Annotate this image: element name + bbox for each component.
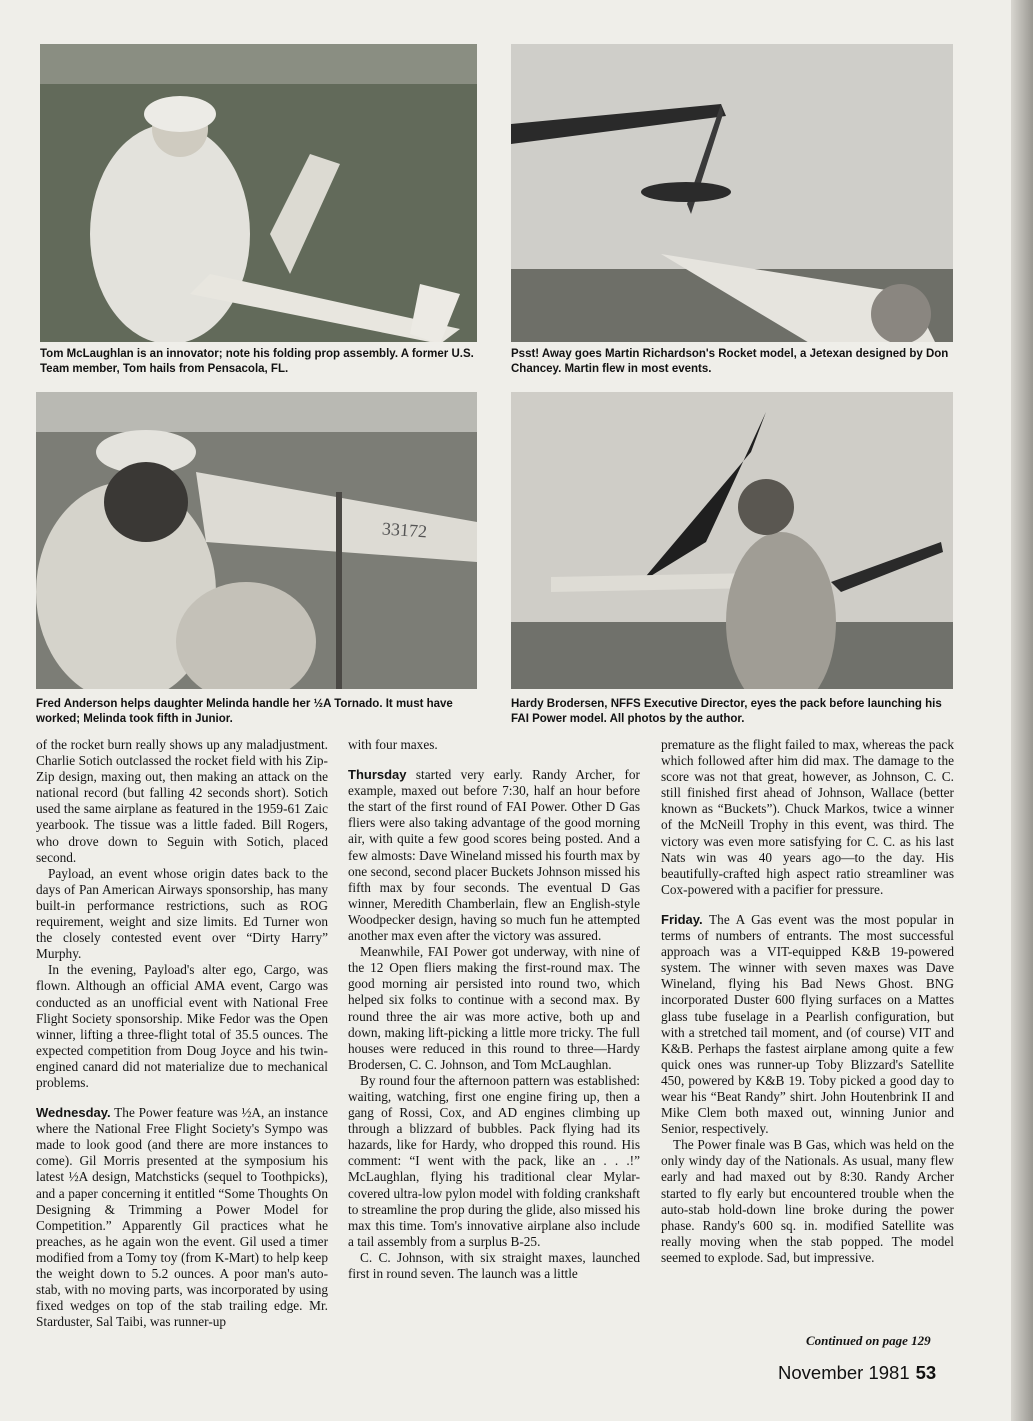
paragraph: of the rocket burn really shows up any maladjustment. Charlie Sotich outclassed the rocket field with his Zip-Zip design, maxing out, then making an attack on the national record (but falling 42 seconds short). Sotich used the same airplane as featured in the 1959-61 Zaic yearbook. The tissue was a little faded. Bill Rogers, who drove down to Seguin with Sotich, placed second. [36,737,328,865]
article-column-2 [348,737,640,1282]
article-column-3 [661,737,954,1266]
photo-tom-mclaughlan-art [40,44,477,342]
paragraph: Meanwhile, FAI Power got underway, with nine of the 12 Open fliers making the first-round max. The good morning air persisted into round two, which helped six folks to continue with a second max. By round three the air was more active, both up and down, making lift-picking a little more tricky. The full houses were reduced in this round to three—Hardy Brodersen, C. C. Johnson, and Tom McLaughlan. [348,944,640,1072]
photo-hardy-brodersen-art [511,392,953,689]
paragraph-thursday [348,767,640,944]
caption-photo-4: Hardy Brodersen, NFFS Executive Director, eyes the pack before launching his FAI Power model. All photos by the author. [511,698,942,725]
page-edge [1011,0,1033,1421]
paragraph: The Power finale was B Gas, which was held on the only windy day of the Nationals. As usual, many flew early and had maxed out by 8:30. Randy Archer started to fly early but encountered trouble when the auto-stab hold-down line broke during the power phase. Randy's 600 sq. in. modified Satellite was really moving when the stab popped. The model seemed to explode. Sad, but impressive. [661,1137,954,1265]
paragraph: By round four the afternoon pattern was established: waiting, watching, first one engine firing up, then a gang of Rossi, Cox, and AD engines climbing up through a blizzard of bubbles. Pack flying had its hazards, like for Hardy, who dropped this round. His comment: “I went with the pack, like an . . .!” McLaughlan, flying his traditional clear Mylar-covered ultra-low pylon model with folding crankshaft to streamline the prop during the glide, also missed his max this time. Tom's innovative airplane also include a tail assembly from a surplus B-25. [348,1072,640,1249]
paragraph: Payload, an event whose origin dates back to the days of Pan American Airways sponsorship, has many built-in performance restrictions, such as ROG requirement, weight and size limits. Ed Turner won the closely contested event over “Dirty Harry” Murphy. [36,865,328,962]
caption-photo-1: Tom McLaughlan is an innovator; note his folding prop assembly. A former U.S. Team member, Tom hails from Pensacola, FL. [40,348,474,375]
caption-photo-3: Fred Anderson helps daughter Melinda handle her ½A Tornado. It must have worked; Melinda took fifth in Junior. [36,698,453,725]
photo-hardy-brodersen [511,392,953,689]
paragraph-text: The Power feature was ½A, an instance where the National Free Flight Society's Sympo was made to look good (and there are more instances to come). Gil Morris presented at the symposium his latest ½A design, Matchsticks (sequel to Toothpicks), and a paper concerning it entitled “Some Thoughts On Designing & Trimming a Power Model for Competition.” Apparently Gil practices what he preaches, as he again won the event. Gil used a timer modified from a Tomy toy (from K-Mart) to help keep the weight down to 5.2 ounces. A poor man's auto-stab, with no moving parts, was incorporated by using fixed wedges on top of the stab trailing edge. Mr. Starduster, Sal Taibi, was runner-up [36,1105,328,1330]
paragraph: C. C. Johnson, with six straight maxes, launched first in round seven. The launch was a little [348,1249,640,1281]
paragraph: premature as the flight failed to max, whereas the pack which followed after him did max. The damage to the score was not that great, however, as Johnson, C. C. still finished first ahead of Johnson, Wallace (better known as “Buckets”). Chuck Markos, twice a winner of the McNeill Trophy in this event, was third. The victory was even more satisfying for C. C. as his last Nats win was 40 years ago—to the day. His beautifully-crafted high aspect ratio streamliner was Cox-powered with a pacifier for pressure. [661,737,954,897]
article-column-1 [36,737,328,1330]
photo-rocket-model-art [511,44,953,342]
paragraph: In the evening, Payload's alter ego, Cargo, was flown. Although an official AMA event, Cargo was conducted as an unofficial event with National Free Flight Society sponsorship. Mike Fedor was the Open winner, lifting a three-flight total of 35.5 ounces. The expected competition from Doug Joyce and his twin-engined canard did not materialize due to mechanical problems. [36,962,328,1090]
page-number: 53 [915,1362,937,1383]
issue-date: November 1981 [778,1362,910,1383]
continued-note: Continued on page 129 [806,1333,931,1348]
section-head-friday: Friday. [661,911,703,927]
paragraph-wednesday [36,1105,328,1330]
paragraph: with four maxes. [348,737,438,752]
caption-photo-2: Psst! Away goes Martin Richardson's Rocket model, a Jetexan designed by Don Chancey. Martin flew in most events. [511,348,949,375]
photo-tom-mclaughlan [40,44,477,342]
photo-rocket-model [511,44,953,342]
photo-fred-anderson [36,392,477,689]
paragraph-friday [661,912,954,1137]
tail-number-33172: 33172 [381,518,428,542]
paragraph-text: The A Gas event was the most popular in terms of numbers of entrants. The most successful approach was a VIT-equipped K&B 19-powered system. The winner with seven maxes was Dave Wineland, flying his Bad News Ghost. BNG incorporated Duster 600 flying surfaces on a Mattes glass tube fuselage in a Pearlish configuration, but with a stretched tail moment, and (of course) VIT and K&B. Perhaps the fastest airplane among quite a few quick ones was runner-up Toby Blizzard's Satellite 450, powered by K&B 19. Toby picked a good day to wear his “Beat Randy” shirt. John Houtenbrink II and Mike Clem both maxed out, winning Junior and Senior, respectively. [661,911,954,1137]
paragraph-text: started very early. Randy Archer, for example, maxed out before 7:30, half an hour before the start of the first round of FAI Power. Other D Gas fliers were also taking advantage of the good morning air, with quite a few good scores being posted. And a few almosts: Dave Wineland missed his fourth max by one second, second placer Buckets Johnson missed his fifth max by four seconds. The eventual D Gas winner, Meredith Chamberlain, flew an English-style Woodpecker design, having so much fun he attempted another max even after the victory was assured. [348,767,640,944]
page-footer [778,1362,936,1384]
section-head-wednesday: Wednesday. [36,1105,111,1121]
section-head-thursday: Thursday [348,767,407,783]
